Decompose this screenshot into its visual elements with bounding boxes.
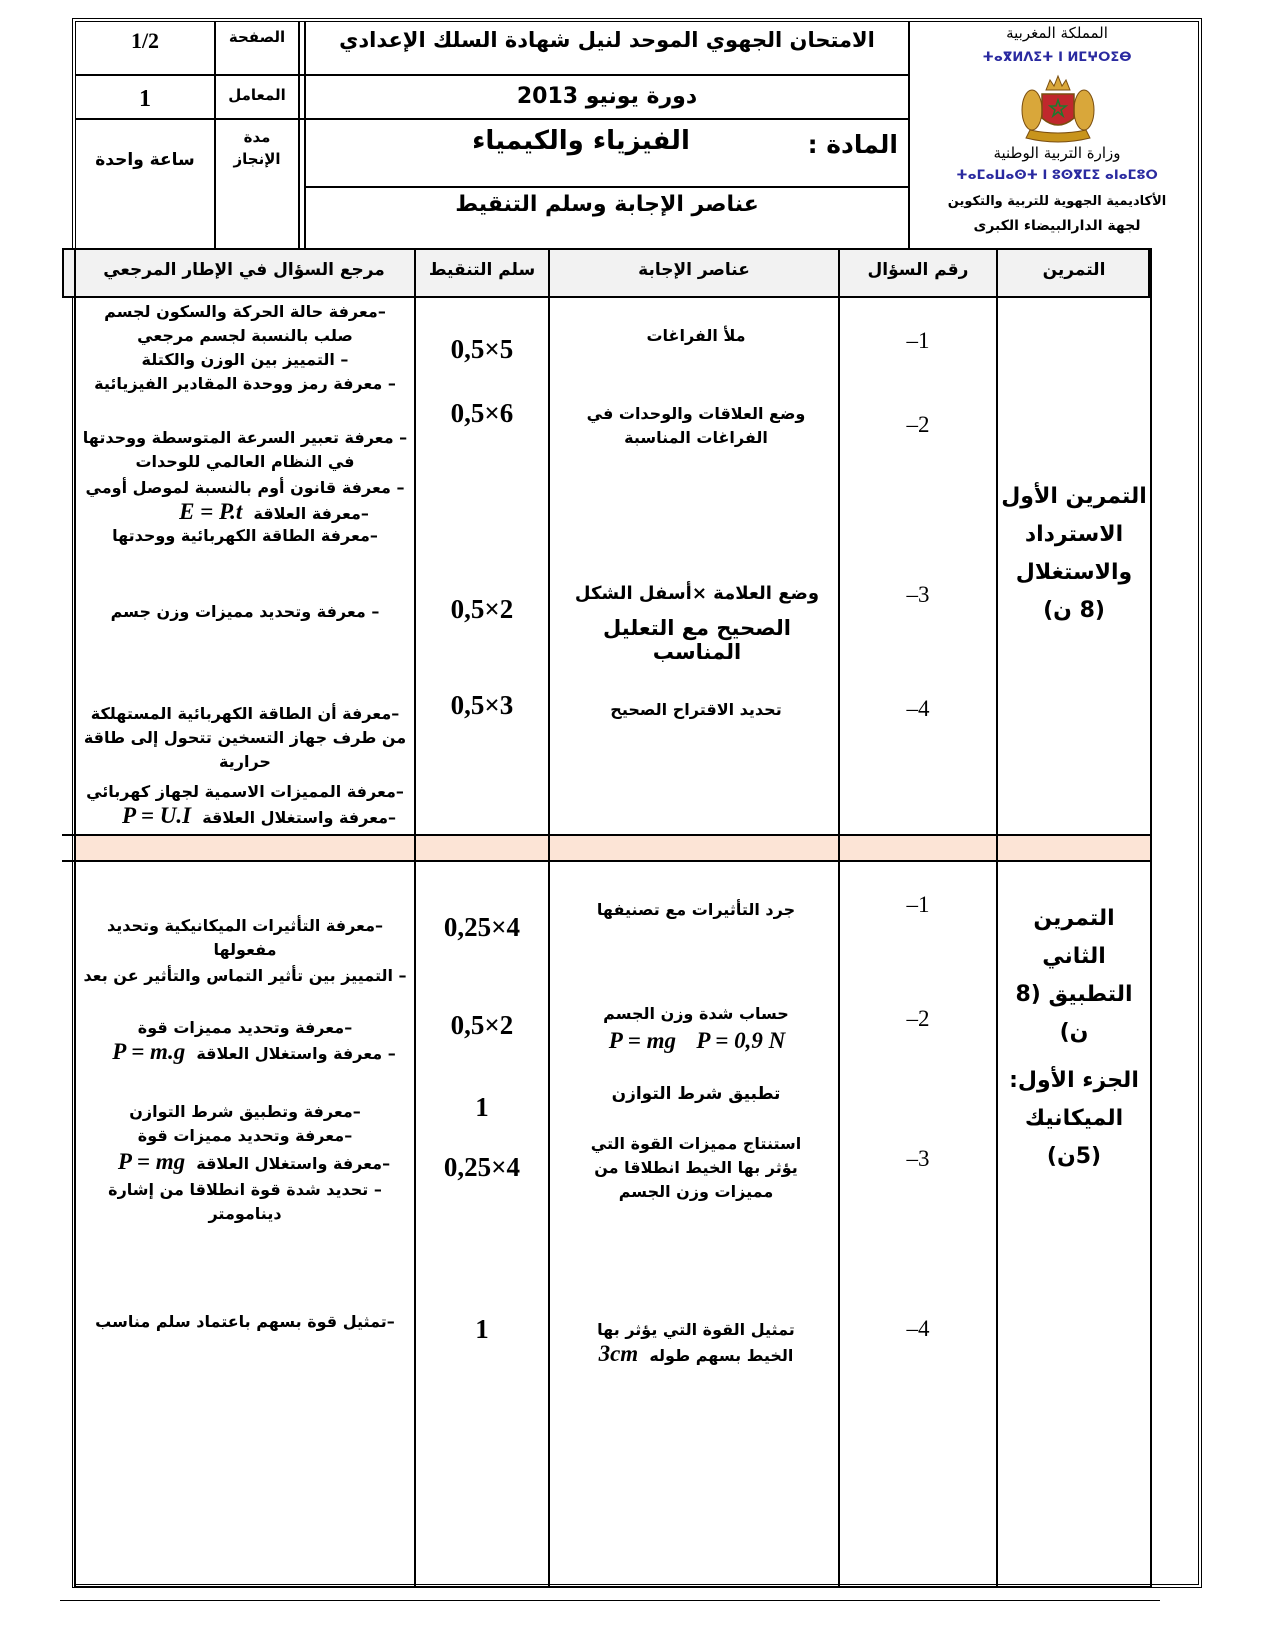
ex2-ref-equation-pmg: P = m.g <box>112 1039 186 1064</box>
ex2-ref-1: –معرفة التأثيرات الميكانيكية وتحديد مفعولها <box>107 916 383 959</box>
subject: الفيزياء والكيمياء <box>472 126 690 156</box>
ex2-q4-answer: تمثيل القوة التي يؤثر بها الخيط بسهم طوله 3cm <box>597 1320 795 1366</box>
page-footer-line <box>60 1600 1160 1601</box>
page-label: الصفحة <box>228 28 286 46</box>
ministry-ar: وزارة التربية الوطنية <box>993 144 1121 162</box>
ex1-q2-number: 2– <box>906 412 930 437</box>
kingdom-tifinagh: ⵜⴰⴳⵍⴷⵉⵜ ⵏ ⵍⵎⵖⵔⵉⴱ <box>982 50 1132 65</box>
ex1-ref-11: –معرفة واستغلال العلاقة P = U.I <box>121 803 397 828</box>
ex1-q2-answer: وضع العلاقات والوحدات في الفراغات المناسبة <box>586 404 806 447</box>
ex2-ref-7: –معرفة واستغلال العلاقة P = mg <box>117 1149 391 1174</box>
ex2-ref-8: – تحديد شدة قوة انطلاقا من إشارة دينامومتر <box>108 1180 382 1223</box>
moroccan-emblem-icon <box>1016 72 1100 144</box>
ex1-ref-6: –معرفة العلاقة E = P.t <box>179 499 369 524</box>
ex2-q4-number: 4– <box>906 1316 930 1341</box>
ex1-q1-score: 0,5×5 <box>450 334 514 364</box>
coef-value: 1 <box>139 86 151 112</box>
coef-label: المعامل <box>228 86 286 104</box>
ex1-q3-score: 0,5×2 <box>450 594 514 624</box>
exercise2-title: التمرين الثاني التطبيق (8 ن) <box>1015 906 1133 1045</box>
ex1-ref-8: – معرفة وتحديد مميزات وزن جسم <box>110 602 380 621</box>
ex1-ref-10: –معرفة المميزات الاسمية لجهاز كهربائي <box>86 782 404 801</box>
col-question: رقم السؤال <box>867 260 969 280</box>
ex1-ref-4: – معرفة تعبير السرعة المتوسطة ووحدتها في النظام العالمي للوحدات <box>82 428 408 471</box>
ex2-ref-3: –معرفة وتحديد مميزات قوة <box>137 1018 353 1037</box>
ex1-q4-number: 4– <box>906 696 930 721</box>
ex1-q2-score: 0,5×6 <box>450 398 514 428</box>
academy-line2: لجهة الدارالبيضاء الكبرى <box>973 218 1141 234</box>
ex2-q2-answer: حساب شدة وزن الجسم <box>603 1004 789 1023</box>
ex2-q1-answer: جرد التأثيرات مع تصنيفها <box>596 900 796 919</box>
ex1-ref-equation-energy: E = P.t <box>179 499 243 524</box>
duration-value: ساعة واحدة <box>95 150 195 170</box>
ex2-ref-4: – معرفة واستغلال العلاقة P = m.g <box>112 1039 396 1064</box>
ex2-q1-number: 1– <box>906 892 930 917</box>
ex2-ref-5: –معرفة وتطبيق شرط التوازن <box>129 1102 361 1121</box>
ex1-ref-equation-power: P = U.I <box>121 803 192 828</box>
ex1-q3-answer-b: الصحيح مع التعليل المناسب <box>603 616 791 664</box>
doc-title: عناصر الإجابة وسلم التنقيط <box>455 192 759 217</box>
ex2-equation-p-mg: P = mg <box>608 1028 676 1053</box>
section-separator <box>74 836 1152 860</box>
ex2-q3-number: 3– <box>906 1146 930 1171</box>
duration-label: مدة الإنجاز <box>233 128 281 168</box>
exam-title: الامتحان الجهوي الموحد لنيل شهادة السلك الإعدادي <box>339 28 875 52</box>
subject-label: المادة : <box>807 130 898 159</box>
exercise2-part: الجزء الأول: الميكانيك (5ن) <box>1009 1068 1139 1169</box>
ex2-equation-p-value: P = 0,9 N <box>696 1028 786 1053</box>
kingdom-ar: المملكة المغربية <box>1006 24 1108 42</box>
ex1-ref-7: –معرفة الطاقة الكهربائية ووحدتها <box>112 526 378 545</box>
ex1-q1-number: 1– <box>906 328 930 353</box>
ex2-q3-score-a: 1 <box>475 1092 489 1122</box>
ex1-q3-number: 3– <box>906 582 930 607</box>
ministry-tifinagh: ⵜⴰⵎⴰⵡⴰⵙⵜ ⵏ ⵓⵙⴳⵎⵉ ⴰⵏⴰⵎⵓⵔ <box>956 168 1158 183</box>
ex2-ref-2: – التمييز بين تأثير التماس والتأثير عن بعد <box>83 966 407 985</box>
ex1-ref-3: – معرفة رمز ووحدة المقادير الفيزيائية <box>94 374 396 393</box>
ex1-ref-9: –معرفة أن الطاقة الكهربائية المستهلكة من طرف جهاز التسخين تتحول إلى طاقة حرارية <box>83 704 407 771</box>
ex2-q3-answer-b: استنتاج مميزات القوة التي يؤثر بها الخيط انطلاقا من مميزات وزن الجسم <box>590 1134 802 1201</box>
ex2-ref-6: –معرفة وتحديد مميزات قوة <box>137 1126 353 1145</box>
page-value: 1/2 <box>130 28 160 53</box>
col-answer: عناصر الإجابة <box>638 260 750 280</box>
col-score: سلم التنقيط <box>428 260 536 280</box>
exercise1-title: التمرين الأول الاسترداد والاستغلال (8 ن) <box>1001 484 1147 623</box>
ex1-ref-5: – معرفة قانون أوم بالنسبة لموصل أومي <box>85 478 405 497</box>
ex1-ref-2: – التمييز بين الوزن والكتلة <box>141 350 349 369</box>
ex1-q4-score: 0,5×3 <box>450 690 514 720</box>
session: دورة يونيو 2013 <box>516 84 698 109</box>
ex1-ref-1: –معرفة حالة الحركة والسكون لجسم صلب بالنسبة لجسم مرجعي <box>104 302 386 345</box>
ex1-q1-answer: ملأ الفراغات <box>646 326 746 345</box>
exam-page <box>72 18 1202 1588</box>
ex2-q2-equations <box>566 1028 828 1054</box>
ex2-q3-answer-a: تطبيق شرط التوازن <box>611 1084 781 1104</box>
ex2-q2-number: 2– <box>906 1006 930 1031</box>
ex2-q2-score: 0,5×2 <box>450 1010 514 1040</box>
ex2-ref-9: –تمثيل قوة بسهم باعتماد سلم مناسب <box>95 1312 395 1331</box>
ex2-ref-equation-pmg2: P = mg <box>117 1149 186 1174</box>
academy-line1: الأكاديمية الجهوية للتربية والتكوين <box>947 194 1167 209</box>
ex2-q3-score-b: 0,25×4 <box>443 1152 521 1182</box>
ex1-q4-answer: تحديد الاقتراح الصحيح <box>610 700 782 719</box>
ex2-q4-score: 1 <box>475 1314 489 1344</box>
ex1-q3-answer-a: وضع العلامة ×أسفل الشكل <box>574 583 820 604</box>
ex2-equation-length: 3cm <box>598 1341 639 1366</box>
col-exercise: التمرين <box>1042 260 1106 280</box>
col-reference: مرجع السؤال في الإطار المرجعي <box>103 260 385 280</box>
ex2-q1-score: 0,25×4 <box>443 912 521 942</box>
